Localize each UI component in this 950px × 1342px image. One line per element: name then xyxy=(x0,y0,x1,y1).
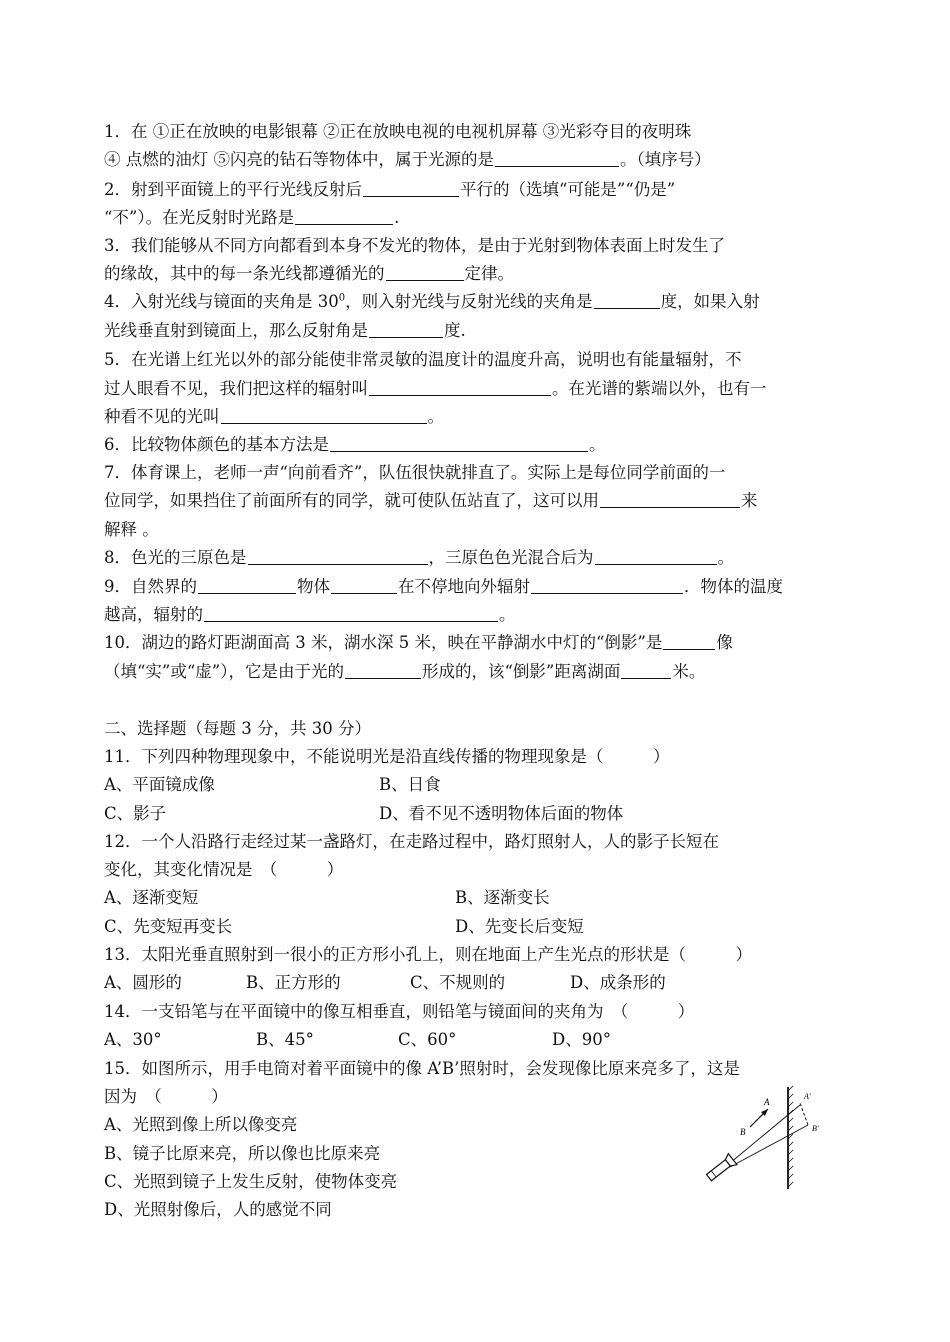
answer-blank[interactable] xyxy=(531,577,683,594)
q13-option-c[interactable]: C、不规则的 xyxy=(410,973,506,992)
q4-text: ，则入射光线与反射光线的夹角是 xyxy=(345,292,593,311)
q6-line1 xyxy=(104,435,606,455)
image-arrow xyxy=(800,1103,808,1125)
answer-blank[interactable] xyxy=(331,577,397,594)
q13-option-b[interactable]: B、正方形的 xyxy=(246,973,341,992)
q1-line2 xyxy=(104,150,711,170)
q11-option-b[interactable]: B、日食 xyxy=(379,775,441,794)
q4-text: 度，如果入射 xyxy=(660,292,760,311)
q11-option-c[interactable]: C、影子 xyxy=(104,804,167,823)
q10-text: （填“实”或“虚”），它是由于光的 xyxy=(104,662,344,681)
label-b: B xyxy=(740,1127,746,1137)
q11-text: 11．下列四种物理现象中，不能说明光是沿直线传播的物理现象是（ ） xyxy=(104,747,670,766)
q9-text: 。 xyxy=(499,605,516,624)
q14-stem xyxy=(104,1002,694,1022)
q15-option-a[interactable]: A、光照到像上所以像变亮 xyxy=(104,1115,298,1134)
answer-blank[interactable] xyxy=(369,379,551,396)
q9-text: 越高，辐射的 xyxy=(104,605,203,624)
q4-text: 光线垂直射到镜面上，那么反射角是 xyxy=(104,321,368,340)
q7-text: 来 xyxy=(741,491,758,510)
answer-blank[interactable] xyxy=(369,321,443,338)
q11-stem xyxy=(104,747,670,767)
q8-text: 。 xyxy=(717,548,734,567)
answer-blank[interactable] xyxy=(663,633,715,650)
q7-text: 解释 。 xyxy=(104,520,159,539)
label-b-prime: B' xyxy=(812,1124,819,1133)
answer-blank[interactable] xyxy=(386,264,464,281)
q13-option-a[interactable]: A、圆形的 xyxy=(104,973,182,992)
answer-blank[interactable] xyxy=(595,548,717,565)
q4-text: 度. xyxy=(444,321,466,340)
q10-text: 10．湖边的路灯距湖面高 3 米，湖水深 5 米，映在平静湖水中灯的“倒影”是 xyxy=(104,633,663,652)
answer-blank[interactable] xyxy=(204,605,498,622)
q12-text: 变化，其变化情况是 （ ） xyxy=(104,860,344,879)
q6-text: 6．比较物体颜色的基本方法是 xyxy=(104,435,329,454)
q9-line1 xyxy=(104,577,783,597)
q7-line1 xyxy=(104,463,725,483)
q5-text: 5．在光谱上红光以外的部分能使非常灵敏的温度计的温度升高，说明也有能量辐射，不 xyxy=(104,350,742,369)
q9-text: ．物体的温度 xyxy=(684,577,783,596)
q8-text: ，三原色色光混合后为 xyxy=(428,548,594,567)
answer-blank[interactable] xyxy=(221,407,427,424)
mirror-flashlight-figure xyxy=(700,1085,840,1195)
q14-option-c[interactable]: C、60° xyxy=(398,1030,457,1049)
q1-text: ④ 点燃的油灯 ⑤闪亮的钻石等物体中，属于光源的是 xyxy=(104,150,494,169)
q12-stem-line2 xyxy=(104,860,343,880)
label-a: A xyxy=(764,1097,770,1107)
q12-option-d[interactable]: D、先变长后变短 xyxy=(455,917,584,936)
q5-text: 。在光谱的紫端以外，也有一 xyxy=(552,379,767,398)
q2-text: 2．射到平面镜上的平行光线反射后 xyxy=(104,180,362,199)
q5-line2 xyxy=(104,379,767,399)
q12-option-b[interactable]: B、逐渐变长 xyxy=(455,888,550,907)
q6-text: 。 xyxy=(589,435,606,454)
q10-text: 米。 xyxy=(672,662,706,681)
q13-text: 13．太阳光垂直照射到一很小的正方形小孔上，则在地面上产生光点的形状是（ ） xyxy=(104,945,752,964)
q3-text: 定律。 xyxy=(464,264,514,283)
q5-line1 xyxy=(104,350,742,370)
q1-line1 xyxy=(104,122,691,142)
q12-stem-line1 xyxy=(104,832,719,852)
q9-text: 在不停地向外辐射 xyxy=(398,577,530,596)
q14-option-b[interactable]: B、45° xyxy=(256,1030,314,1049)
q9-text: 9．自然界的 xyxy=(104,577,197,596)
q1-text: 。（填序号） xyxy=(620,150,711,169)
degree-superscript: 0 xyxy=(338,292,346,304)
label-a-prime: A' xyxy=(804,1092,811,1101)
q15-text: 15．如图所示，用手电筒对着平面镜中的像 A’B’照射时，会发现像比原来亮多了，这是 xyxy=(104,1059,740,1078)
answer-blank[interactable] xyxy=(594,292,660,309)
answer-blank[interactable] xyxy=(600,491,740,508)
q15-option-d[interactable]: D、光照射像后，人的感觉不同 xyxy=(104,1200,332,1219)
q2-line2 xyxy=(104,208,399,228)
q7-text: 7．体育课上，老师一声“向前看齐”，队伍很快就排直了。实际上是每位同学前面的一 xyxy=(104,463,726,482)
q15-option-c[interactable]: C、光照到镜子上发生反射，使物体变亮 xyxy=(104,1172,398,1191)
q10-text: 像 xyxy=(716,633,733,652)
answer-blank[interactable] xyxy=(345,662,421,679)
answer-blank[interactable] xyxy=(295,208,393,225)
q3-line1 xyxy=(104,236,725,256)
answer-blank[interactable] xyxy=(330,435,588,452)
q9-text: 物体 xyxy=(297,577,330,596)
section-title-text: 二、选择题（每题 3 分，共 30 分） xyxy=(104,719,371,738)
q14-option-a[interactable]: A、30° xyxy=(104,1030,162,1049)
q10-line2 xyxy=(104,662,705,682)
answer-blank[interactable] xyxy=(198,577,296,594)
q2-text: . xyxy=(394,208,400,227)
q14-option-d[interactable]: D、90° xyxy=(552,1030,611,1049)
q3-line2 xyxy=(104,264,514,284)
q7-text: 位同学，如果挡住了前面所有的同学，就可使队伍站直了，这可以用 xyxy=(104,491,599,510)
q12-text: 12．一个人沿路行走经过某一盏路灯，在走路过程中，路灯照射人，人的影子长短在 xyxy=(104,832,719,851)
q2-text: 平行的（选填“可能是”“仍是” xyxy=(460,180,676,199)
q7-line3 xyxy=(104,520,159,540)
answer-blank[interactable] xyxy=(363,180,459,197)
q4-text: 4．入射光线与镜面的夹角是 30 xyxy=(104,292,339,311)
answer-blank[interactable] xyxy=(248,548,428,565)
q8-line1 xyxy=(104,548,734,568)
q10-text: 形成的，该“倒影”距离湖面 xyxy=(422,662,621,681)
q11-option-a[interactable]: A、平面镜成像 xyxy=(104,775,215,794)
q13-stem xyxy=(104,945,752,965)
q14-text: 14．一支铅笔与在平面镜中的像互相垂直，则铅笔与镜面间的夹角为 （ ） xyxy=(104,1002,695,1021)
section-title xyxy=(104,719,371,739)
q12-option-c[interactable]: C、先变短再变长 xyxy=(104,917,233,936)
q3-text: 的缘故，其中的每一条光线都遵循光的 xyxy=(104,264,385,283)
q15-text: 因为 （ ） xyxy=(104,1087,228,1106)
q1-text: 1．在 ①正在放映的电影银幕 ②正在放映电视的电视机屏幕 ③光彩夺目的夜明珠 xyxy=(104,122,692,141)
q7-line2 xyxy=(104,491,758,511)
q11-option-d[interactable]: D、看不见不透明物体后面的物体 xyxy=(379,804,624,823)
q13-option-d[interactable]: D、成条形的 xyxy=(570,973,666,992)
flashlight-icon xyxy=(705,1154,737,1184)
q5-text: 。 xyxy=(427,407,444,426)
q2-line1 xyxy=(104,180,675,200)
q15-stem-line2 xyxy=(104,1087,228,1107)
q15-stem-line1 xyxy=(104,1059,740,1079)
answer-blank[interactable] xyxy=(495,150,619,167)
q12-option-a[interactable]: A、逐渐变短 xyxy=(104,888,199,907)
answer-blank[interactable] xyxy=(621,662,671,679)
q10-line1 xyxy=(104,633,733,653)
q8-text: 8．色光的三原色是 xyxy=(104,548,247,567)
q3-text: 3．我们能够从不同方向都看到本身不发光的物体，是由于光射到物体表面上时发生了 xyxy=(104,236,725,255)
q4-line1 xyxy=(104,292,760,312)
q2-text: “不”）。在光反射时光路是 xyxy=(104,208,295,227)
q5-text: 过人眼看不见，我们把这样的辐射叫 xyxy=(104,379,368,398)
q15-option-b[interactable]: B、镜子比原来亮，所以像也比原来亮 xyxy=(104,1144,381,1163)
q5-line3 xyxy=(104,407,444,427)
q4-line2 xyxy=(104,321,466,341)
q9-line2 xyxy=(104,605,516,625)
q5-text: 种看不见的光叫 xyxy=(104,407,220,426)
